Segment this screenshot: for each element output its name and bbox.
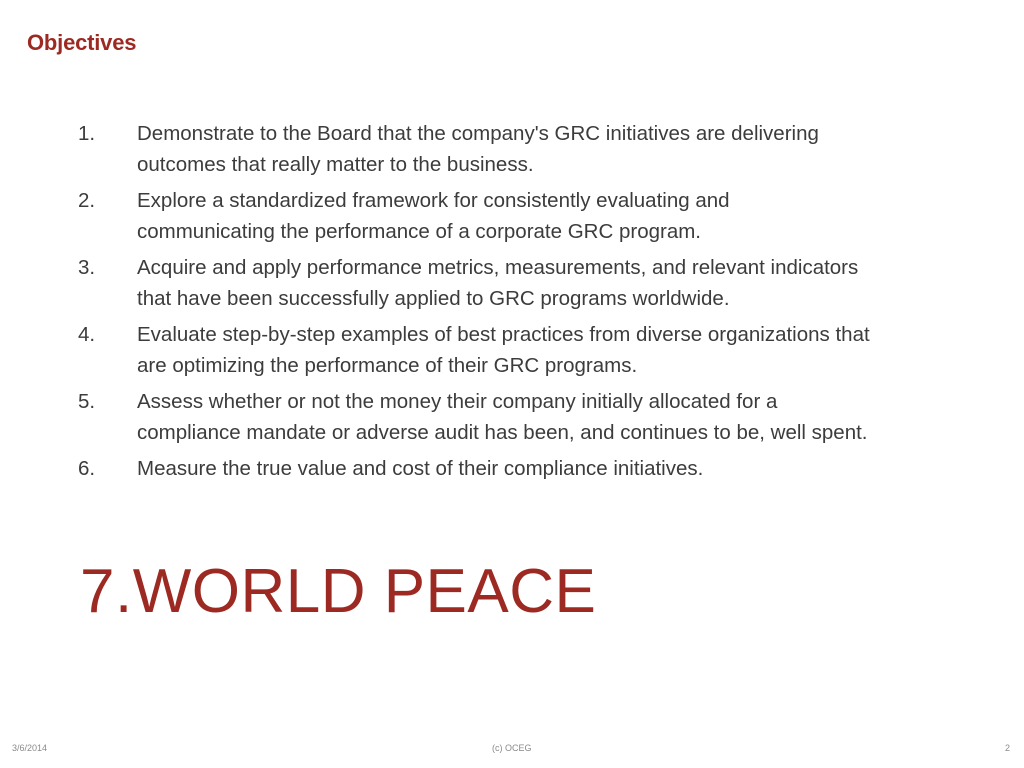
objective-number: 1. <box>78 122 96 145</box>
footer-date: 3/6/2014 <box>12 743 48 753</box>
objective-item <box>78 319 998 381</box>
objective-item <box>78 252 998 314</box>
objective-text: Evaluate step-by-step examples of best practices from diverse organizations that are optimizing the performance of their GRC programs. <box>137 323 870 377</box>
objective-number: 2. <box>78 189 96 212</box>
objective-text: Demonstrate to the Board that the company's GRC initiatives are delivering outcomes that really matter to the business. <box>137 122 819 176</box>
objective-text: Explore a standardized framework for consistently evaluating and communicating the performance of a corporate GRC program. <box>137 189 730 243</box>
objective-text: Acquire and apply performance metrics, measurements, and relevant indicators that have been successfully applied to GRC programs worldwide. <box>137 256 859 310</box>
objective-item <box>78 185 998 247</box>
objective-number: 3. <box>78 256 96 279</box>
footer-page-number: 2 <box>1005 743 1011 753</box>
objectives-list <box>78 118 998 489</box>
objective-number: 5. <box>78 390 96 413</box>
objective-text: Assess whether or not the money their company initially allocated for a compliance mandate or adverse audit has been, and continues to be, well spent. <box>137 390 868 444</box>
objective-item <box>78 453 998 484</box>
footer-copyright: (c) OCEG <box>492 743 532 753</box>
objective-text: Measure the true value and cost of their compliance initiatives. <box>137 457 704 480</box>
world-peace-heading: 7.WORLD PEACE <box>80 557 597 626</box>
objective-item <box>78 118 998 180</box>
objective-number: 6. <box>78 457 96 480</box>
objective-item <box>78 386 998 448</box>
objective-number: 4. <box>78 323 96 346</box>
slide-title: Objectives <box>27 30 137 55</box>
